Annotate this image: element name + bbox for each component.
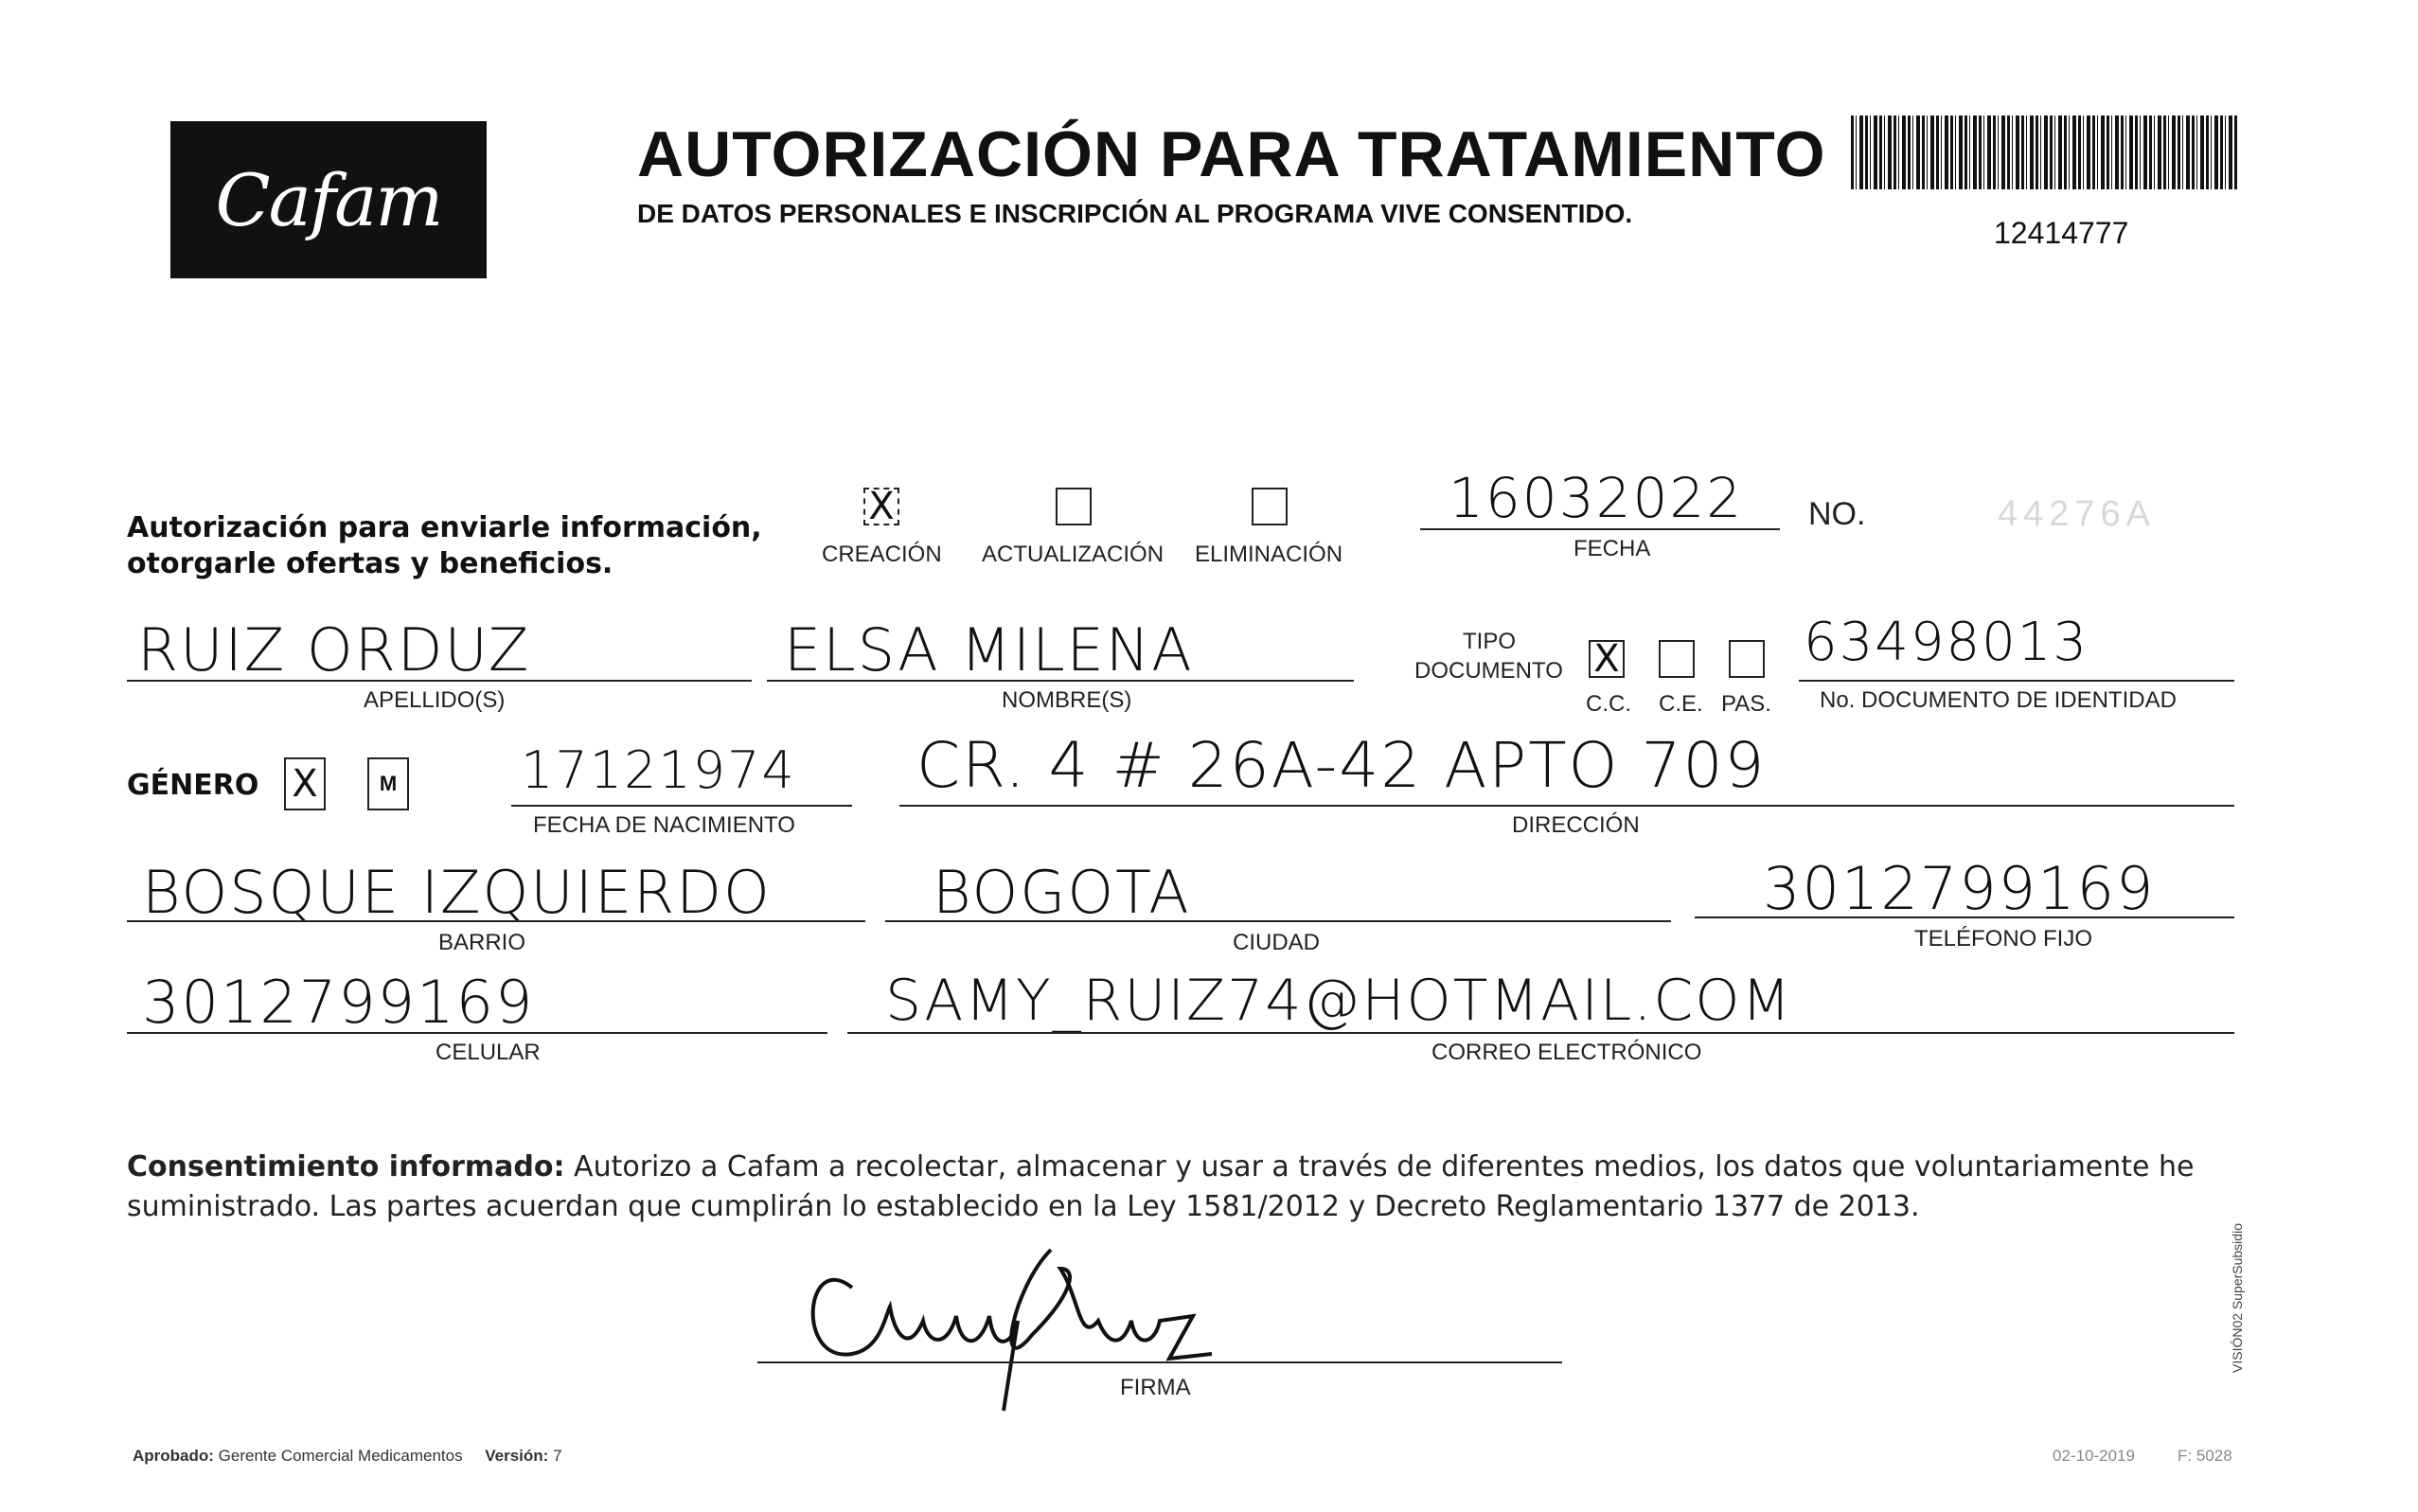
consent-lead: Consentimiento informado: [127, 1150, 565, 1183]
apellidos-value: RUIZ ORDUZ [137, 615, 531, 685]
celular-line [127, 1032, 827, 1034]
tipo-documento-label-1: TIPO [1463, 629, 1517, 654]
genero-label: GÉNERO [127, 769, 259, 802]
footer-form-code: F: 5028 [2178, 1447, 2232, 1465]
creacion-checkbox[interactable]: X [863, 488, 899, 525]
genero-m-checkbox[interactable]: M [367, 757, 409, 810]
footer-version-value: 7 [553, 1447, 562, 1465]
ciudad-value: BOGOTA [933, 858, 1191, 927]
barrio-value: BOSQUE IZQUIERDO [142, 858, 772, 927]
documento-label: No. DOCUMENTO DE IDENTIDAD [1820, 687, 2177, 713]
firma-line [757, 1361, 1562, 1363]
footer-version-label: Versión: [485, 1447, 549, 1465]
barrio-label: BARRIO [438, 930, 526, 955]
documento-line [1799, 680, 2234, 682]
firma-label: FIRMA [1120, 1375, 1191, 1400]
correo-line [847, 1032, 2234, 1034]
actualizacion-checkbox[interactable] [1056, 488, 1092, 525]
fecha-value: 16032022 [1449, 466, 1744, 530]
telefono-label: TELÉFONO FIJO [1914, 926, 2093, 952]
footer-approved [133, 1447, 562, 1466]
celular-value: 3012799169 [142, 968, 535, 1037]
form-subtitle: DE DATOS PERSONALES E INSCRIPCIÓN AL PROGRAMA VIVE CONSENTIDO. [637, 199, 1633, 228]
form-title: AUTORIZACIÓN PARA TRATAMIENTO [637, 118, 1826, 190]
ce-checkbox[interactable] [1659, 640, 1695, 678]
consent-text: Autorizo a Cafam a recolectar, almacenar y usar a través de diferentes medios, los datos que voluntariamente he suministrado. Las partes acuerdan que cumplirán lo establecido en la Ley 1581/2012 y Decreto Reglamentario 1377 de 2013. [127, 1150, 2195, 1223]
footer-approved-label: Aprobado: [133, 1447, 214, 1465]
fecha-nacimiento-label: FECHA DE NACIMIENTO [533, 812, 795, 838]
direccion-line [899, 805, 2234, 807]
genero-f-checkbox[interactable]: X [284, 757, 326, 810]
footer-date-code: 02-10-2019 [2053, 1447, 2135, 1465]
side-print-text: VISIÓN02 SuperSubsidio [2230, 1223, 2245, 1373]
direccion-value: CR. 4 # 26A-42 APTO 709 [916, 729, 1767, 802]
tipo-documento-label-2: DOCUMENTO [1414, 658, 1563, 684]
number-label: NO. [1808, 496, 1866, 532]
pas-label: PAS. [1721, 691, 1771, 717]
cc-label: C.C. [1586, 691, 1631, 717]
correo-value: SAMY_RUIZ74@HOTMAIL.COM [885, 968, 1793, 1034]
creacion-label: CREACIÓN [822, 542, 942, 567]
pas-checkbox[interactable] [1729, 640, 1765, 678]
barcode [1851, 116, 2239, 189]
nombres-line [767, 680, 1354, 682]
ciudad-line [885, 920, 1671, 922]
authorization-intro-line2: otorgarle ofertas y beneficios. [127, 547, 613, 580]
fecha-line [1420, 528, 1780, 530]
cafam-logo: Cafam [170, 121, 487, 278]
apellidos-line [127, 680, 752, 682]
eliminacion-checkbox[interactable] [1252, 488, 1288, 525]
telefono-value: 3012799169 [1763, 854, 2156, 923]
cc-checkbox[interactable]: X [1589, 640, 1625, 678]
nombres-value: ELSA MILENA [784, 615, 1194, 685]
apellidos-label: APELLIDO(S) [364, 687, 506, 713]
telefono-line [1695, 916, 2234, 918]
eliminacion-label: ELIMINACIÓN [1195, 542, 1343, 567]
number-value: 44276A [1998, 494, 2157, 534]
consent-paragraph [127, 1147, 2229, 1227]
authorization-intro-line1: Autorización para enviarle información, [127, 511, 762, 544]
ciudad-label: CIUDAD [1233, 930, 1321, 955]
ce-label: C.E. [1659, 691, 1703, 717]
celular-label: CELULAR [436, 1040, 541, 1065]
nombres-label: NOMBRE(S) [1002, 687, 1132, 713]
documento-value: 63498013 [1804, 612, 2089, 673]
fecha-nacimiento-value: 17121974 [521, 740, 796, 800]
fecha-label: FECHA [1573, 536, 1651, 561]
correo-label: CORREO ELECTRÓNICO [1431, 1040, 1702, 1065]
actualizacion-label: ACTUALIZACIÓN [982, 542, 1165, 567]
direccion-label: DIRECCIÓN [1512, 812, 1640, 838]
barcode-number: 12414777 [1994, 216, 2129, 250]
barrio-line [127, 920, 865, 922]
fecha-nacimiento-line [511, 805, 852, 807]
signature-image [795, 1231, 1269, 1420]
footer-approved-value: Gerente Comercial Medicamentos [218, 1447, 463, 1465]
